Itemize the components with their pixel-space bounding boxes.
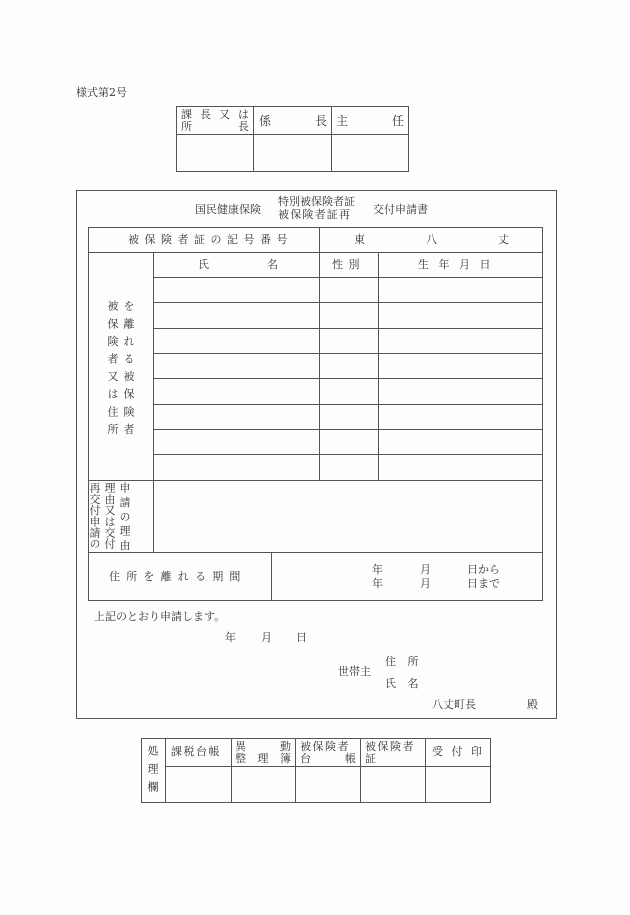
person-1-birthdate-field[interactable] (379, 278, 542, 302)
person-3-sex-field[interactable] (320, 329, 378, 353)
header-birthdate: 生 年 月 日 (418, 258, 491, 271)
processing-change-register-cell[interactable] (232, 767, 295, 802)
declaration-text: 上記のとおり申請します。 (94, 610, 226, 623)
addressee-honorific: 殿 (527, 698, 538, 711)
divider (88, 552, 543, 553)
person-2-name-field[interactable] (154, 303, 319, 328)
person-2-sex-field[interactable] (320, 303, 378, 328)
char: 名 (267, 258, 278, 271)
processing-header-change-register-line1 (235, 741, 291, 752)
person-1-sex-field[interactable] (320, 278, 378, 302)
char: 動 (280, 740, 291, 753)
applicant-name-field[interactable] (420, 676, 540, 692)
applicant-role: 世帯主 (338, 665, 371, 678)
processing-header-tax-ledger: 課税台帳 (171, 745, 221, 758)
person-4-name-field[interactable] (154, 354, 319, 378)
processing-insured-card-cell[interactable] (361, 767, 425, 802)
approval-header-section-chief-line1 (181, 109, 249, 120)
title-option-reissue: 被保険者証再 (278, 208, 352, 221)
char: 台 (300, 752, 311, 765)
char: 簿 (280, 752, 291, 765)
header-sex: 性 別 (332, 258, 360, 271)
period-to-day[interactable]: 日まで (467, 577, 500, 590)
person-3-name-field[interactable] (154, 329, 319, 353)
card-number-prefix-2: 八 (426, 233, 437, 246)
reason-field[interactable] (154, 481, 542, 552)
processing-header-insured-card-line2: 証 (365, 752, 376, 765)
divider (271, 552, 272, 601)
card-number-value[interactable] (354, 234, 509, 245)
char: 所 (181, 120, 192, 133)
char: 氏 (198, 258, 209, 271)
char: 異 (235, 740, 246, 753)
addressee-name: 八丈町長 (432, 698, 476, 711)
reason-label-col2: 理由又は交付 (103, 482, 116, 550)
application-date-month[interactable]: 月 (261, 631, 272, 644)
person-3-birthdate-field[interactable] (379, 329, 542, 353)
char: 主 (336, 114, 349, 128)
applicant-name-label: 氏 名 (385, 677, 419, 690)
card-number-prefix-3: 丈 (498, 233, 509, 246)
approval-header-chief-clerk (336, 115, 404, 127)
title-prefix: 国民健康保険 (195, 203, 261, 216)
approval-stamp-subsection-chief[interactable] (254, 135, 331, 171)
processing-insured-ledger-cell[interactable] (296, 767, 360, 802)
processing-tax-ledger-cell[interactable] (166, 767, 231, 802)
approval-header-subsection-chief (259, 115, 327, 127)
processing-receipt-stamp-cell[interactable] (426, 739, 490, 802)
person-1-name-field[interactable] (154, 278, 319, 302)
char: 理 (257, 752, 269, 765)
title-suffix: 交付申請書 (373, 203, 428, 216)
persons-side-label-left: 被保険者又は住所 (106, 300, 119, 441)
form-number: 様式第2号 (76, 86, 127, 99)
period-to-month[interactable]: 月 (420, 577, 431, 590)
processing-header-insured-ledger-line2 (300, 753, 356, 764)
period-from-year[interactable]: 年 (372, 563, 383, 576)
persons-side-label-right: を離れる被保険者 (122, 300, 135, 441)
card-number-label: 被保険者証の記号番号 (128, 233, 293, 246)
person-8-name-field[interactable] (154, 455, 319, 480)
person-2-birthdate-field[interactable] (379, 303, 542, 328)
char: 又 (219, 108, 230, 121)
applicant-address-field[interactable] (420, 654, 540, 670)
person-6-name-field[interactable] (154, 405, 319, 429)
processing-header-insured-ledger-line1: 被保険者 (300, 740, 350, 753)
period-from-day[interactable]: 日から (467, 563, 500, 576)
person-5-name-field[interactable] (154, 379, 319, 404)
application-date-year[interactable]: 年 (225, 631, 236, 644)
char: 長 (314, 114, 327, 128)
card-number-prefix-1: 東 (354, 233, 365, 246)
person-4-birthdate-field[interactable] (379, 354, 542, 378)
reason-label-col1: 再交付申請の (88, 482, 101, 550)
char: 課 (181, 108, 192, 121)
header-name (198, 259, 278, 270)
person-4-sex-field[interactable] (320, 354, 378, 378)
approval-header-section-chief-line2 (181, 121, 249, 132)
char: 任 (391, 114, 404, 128)
char: 長 (238, 120, 249, 133)
application-date-day[interactable]: 日 (296, 631, 307, 644)
period-from-month[interactable]: 月 (420, 563, 431, 576)
char: 整 (235, 752, 246, 765)
char: は (238, 108, 249, 121)
person-7-name-field[interactable] (154, 430, 319, 454)
person-5-birthdate-field[interactable] (379, 379, 542, 404)
processing-side-label: 処理欄 (146, 745, 159, 799)
person-7-birthdate-field[interactable] (379, 430, 542, 454)
person-5-sex-field[interactable] (320, 379, 378, 404)
title-option-special: 特別被保険者証 (278, 195, 355, 208)
processing-header-change-register-line2 (235, 753, 291, 764)
applicant-address-label: 住 所 (385, 655, 419, 668)
person-8-sex-field[interactable] (320, 455, 378, 480)
person-6-sex-field[interactable] (320, 405, 378, 429)
processing-header-receipt-stamp: 受 付 印 (432, 745, 482, 758)
processing-header-insured-card-line1: 被保険者 (365, 740, 415, 753)
divider (319, 227, 320, 252)
person-6-birthdate-field[interactable] (379, 405, 542, 429)
char: 帳 (345, 752, 356, 765)
person-8-birthdate-field[interactable] (379, 455, 542, 480)
char: 係 (259, 114, 272, 128)
reason-label-col3: 申請の理由 (118, 482, 131, 554)
period-to-year[interactable]: 年 (372, 577, 383, 590)
char: 長 (200, 108, 211, 121)
approval-stamp-chief-clerk[interactable] (332, 135, 408, 171)
person-7-sex-field[interactable] (320, 430, 378, 454)
approval-stamp-section-chief[interactable] (177, 135, 253, 171)
divider (88, 252, 543, 253)
period-label: 住所を離れる期間 (109, 570, 247, 583)
